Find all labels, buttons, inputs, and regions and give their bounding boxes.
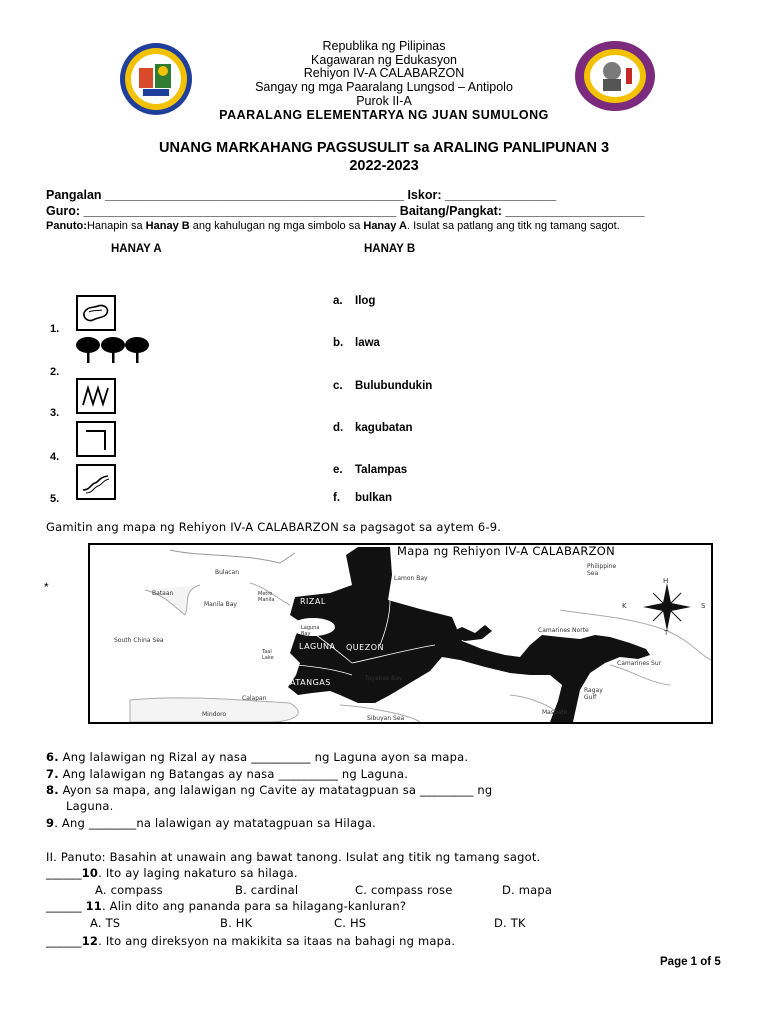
plateau-symbol-icon bbox=[76, 421, 116, 457]
choice-d bbox=[333, 422, 413, 434]
hanay-b-heading: HANAY B bbox=[364, 243, 416, 255]
question-number: 10 bbox=[81, 866, 99, 880]
map-label: Masbate bbox=[542, 709, 568, 716]
mountain-range-symbol-icon bbox=[76, 378, 116, 414]
q11-option-c: C. HS bbox=[334, 916, 367, 930]
header-republic: Republika ng Pilipinas bbox=[322, 39, 446, 53]
instruction-hanay-a: Hanay A bbox=[363, 220, 407, 232]
question-text: . Ito ay laging nakaturo sa hilaga. bbox=[98, 866, 298, 880]
question-number: 12 bbox=[81, 934, 99, 948]
answer-blank: ______ bbox=[46, 899, 86, 913]
question-9 bbox=[46, 816, 376, 830]
map-label: Bulacan bbox=[215, 569, 240, 576]
choice-text: Talampas bbox=[355, 464, 408, 476]
lake-symbol-icon bbox=[76, 295, 116, 331]
compass-north: H bbox=[663, 577, 669, 585]
map-label: Camarines Sur bbox=[617, 660, 662, 667]
hanay-a-heading: HANAY A bbox=[111, 243, 162, 255]
logo-year: 2002 bbox=[146, 97, 162, 104]
map-label: LAGUNA bbox=[299, 642, 336, 651]
map-label: Ragay Gulf bbox=[584, 687, 603, 701]
choice-letter: e. bbox=[333, 464, 343, 476]
item-number: 1. bbox=[50, 323, 60, 335]
exam-title: UNANG MARKAHANG PAGSUSULIT sa ARALING PANLIPUNAN 3 bbox=[158, 140, 610, 156]
instruction-text: ang kahulugan ng mga simbolo sa bbox=[189, 220, 364, 232]
teacher-grade-line: Guro: _____________________________________________ Baitang/Pangkat: ____________________ bbox=[46, 204, 645, 218]
question-text: . Ang ________na lalawigan ay matatagpuan sa Hilaga. bbox=[54, 816, 376, 830]
compass-south: T bbox=[664, 629, 669, 637]
choice-letter: c. bbox=[333, 380, 343, 392]
map-label: South China Sea bbox=[114, 637, 164, 644]
header-district: Purok II-A bbox=[356, 94, 412, 108]
item-number: 4. bbox=[50, 451, 60, 463]
map-title: Mapa ng Rehiyon IV-A CALABARZON bbox=[397, 544, 616, 558]
map-label: Taal Lake bbox=[262, 649, 274, 661]
part2-instruction: II. Panuto: Basahin at unawain ang bawat tanong. Isulat ang titik ng tamang sagot. bbox=[46, 850, 541, 864]
map-label: Philippine Sea bbox=[587, 563, 617, 577]
choice-text: Bulubundukin bbox=[355, 380, 433, 392]
q10-option-b: B. cardinal bbox=[235, 883, 299, 897]
instruction-hanay-b: Hanay B bbox=[145, 220, 190, 232]
q11-option-b: B. HK bbox=[220, 916, 253, 930]
name-score-line: Pangalan ___________________________________________ Iskor: ________________ bbox=[46, 188, 557, 202]
instruction-text: Hanapin sa bbox=[86, 220, 146, 232]
school-year: 2022-2023 bbox=[349, 158, 419, 174]
item-number: 5. bbox=[50, 493, 60, 505]
item-number: 3. bbox=[50, 407, 60, 419]
choice-letter: d. bbox=[333, 422, 344, 434]
header-division: Sangay ng mga Paaralang Lungsod – Antipolo bbox=[255, 80, 513, 94]
q10-option-d: D. mapa bbox=[502, 883, 553, 897]
instruction-part1 bbox=[46, 220, 620, 232]
question-7 bbox=[46, 767, 408, 781]
map-label: Laguna Bay bbox=[301, 625, 320, 637]
question-number: 6. bbox=[46, 750, 59, 764]
instruction-text: . Isulat sa patlang ang titk ng tamang sagot. bbox=[406, 220, 620, 232]
q10-option-a: A. compass bbox=[95, 883, 163, 897]
map-label: QUEZON bbox=[346, 643, 384, 652]
question-number: 9 bbox=[46, 816, 55, 830]
map-label: Metro Manila bbox=[258, 591, 275, 603]
choice-c bbox=[333, 380, 432, 392]
choice-f bbox=[333, 492, 392, 504]
question-text: Ang lalawigan ng Rizal ay nasa __________ ng Laguna ayon sa mapa. bbox=[58, 750, 469, 764]
choice-letter: f. bbox=[333, 492, 341, 504]
forest-symbol-icon bbox=[75, 335, 151, 363]
instruction-label: Panuto: bbox=[46, 220, 87, 232]
choice-text: Ilog bbox=[355, 295, 376, 307]
header-department: Kagawaran ng Edukasyon bbox=[311, 53, 457, 67]
asterisk: * bbox=[44, 580, 49, 594]
map-label: Camarines Norte bbox=[538, 627, 589, 634]
question-6 bbox=[46, 750, 468, 764]
compass-east: S bbox=[701, 602, 706, 610]
page-number: Page 1 of 5 bbox=[660, 956, 721, 968]
calabarzon-map bbox=[88, 543, 713, 724]
q10-option-c: C. compass rose bbox=[355, 883, 453, 897]
question-number: 8. bbox=[46, 783, 59, 797]
map-label: Sibuyan Sea bbox=[367, 715, 405, 722]
question-11 bbox=[46, 899, 406, 913]
map-label: Bataan bbox=[152, 590, 174, 597]
map-label: Manila Bay bbox=[204, 601, 237, 608]
map-label: CAVITE bbox=[222, 631, 254, 640]
choice-letter: a. bbox=[333, 295, 343, 307]
river-symbol-icon bbox=[76, 464, 116, 500]
map-label: RIZAL bbox=[300, 597, 326, 606]
header-school: PAARALANG ELEMENTARYA NG JUAN SUMULONG bbox=[219, 108, 549, 122]
map-label: Calapan bbox=[242, 695, 267, 702]
question-number: 11 bbox=[85, 899, 102, 913]
answer-blank: ______ bbox=[46, 866, 82, 880]
question-text: Ang lalawigan ng Batangas ay nasa __________ ng Laguna. bbox=[58, 767, 409, 781]
header-region: Rehiyon IV-A CALABARZON bbox=[303, 66, 465, 80]
question-10 bbox=[46, 866, 298, 880]
question-text: Ayon sa mapa, ang lalawigan ng Cavite ay matatagpuan sa _________ ng bbox=[58, 783, 493, 797]
choice-e bbox=[333, 464, 407, 476]
question-8-cont: Laguna. bbox=[66, 799, 114, 813]
compass-west: K bbox=[622, 602, 627, 610]
map-label: Lamon Bay bbox=[394, 575, 428, 582]
question-number: 7. bbox=[46, 767, 59, 781]
choice-text: lawa bbox=[355, 337, 380, 349]
question-text: . Alin dito ang pananda para sa hilagang-kanluran? bbox=[101, 899, 407, 913]
choice-letter: b. bbox=[333, 337, 344, 349]
question-text: . Ito ang direksyon na makikita sa itaas na bahagi ng mapa. bbox=[98, 934, 456, 948]
map-label: BATANGAS bbox=[284, 678, 331, 687]
question-12 bbox=[46, 934, 455, 948]
choice-text: kagubatan bbox=[355, 422, 413, 434]
map-label: Tayabas Bay bbox=[365, 675, 403, 682]
map-label: Mindoro bbox=[202, 711, 227, 718]
map-instruction: Gamitin ang mapa ng Rehiyon IV-A CALABARZON sa pagsagot sa aytem 6-9. bbox=[46, 520, 502, 534]
choice-text: bulkan bbox=[355, 492, 393, 504]
item-number: 2. bbox=[50, 366, 60, 378]
choice-a bbox=[333, 295, 375, 307]
q11-option-a: A. TS bbox=[90, 916, 121, 930]
question-8 bbox=[46, 783, 492, 797]
choice-b bbox=[333, 337, 380, 349]
q11-option-d: D. TK bbox=[494, 916, 526, 930]
answer-blank: ______ bbox=[46, 934, 82, 948]
